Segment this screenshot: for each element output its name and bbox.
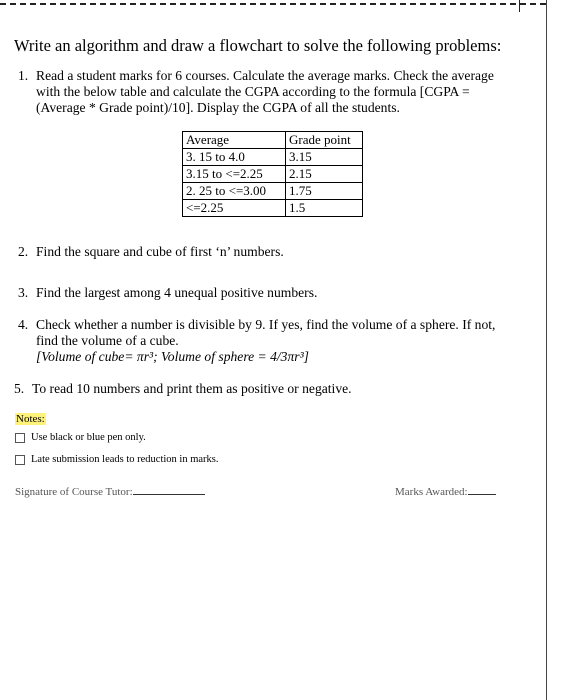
question-text-line: Find the largest among 4 unequal positive numbers. <box>36 285 318 300</box>
table-header-row <box>183 132 363 149</box>
checkbox-icon <box>15 433 25 443</box>
table-cell: 2. 25 to <=3.00 <box>183 183 286 200</box>
note-item <box>15 432 146 443</box>
question-text-line: with the below table and calculate the CGPA according to the formula [CGPA = <box>36 84 470 99</box>
question-number: 3. <box>18 285 29 300</box>
note-text: Late submission leads to reduction in marks. <box>31 454 219 465</box>
notes-title: Notes: <box>16 413 45 425</box>
table-header-cell: Average <box>183 132 286 149</box>
table-row <box>183 200 363 217</box>
marks-awarded-field <box>395 484 496 498</box>
signature-line <box>133 484 205 495</box>
question-number: 2. <box>18 244 29 259</box>
question-text-line: Check whether a number is divisible by 9. If yes, find the volume of a sphere. If not, <box>36 317 496 332</box>
table-cell: 2.15 <box>286 166 363 183</box>
question-text-line: (Average * Grade point)/10]. Display the CGPA of all the students. <box>36 100 400 115</box>
assignment-heading: Write an algorithm and draw a flowchart to solve the following problems: <box>14 36 502 55</box>
question-number: 4. <box>18 317 29 332</box>
table-row <box>183 149 363 166</box>
marks-awarded-label: Marks Awarded: <box>395 486 468 498</box>
signature-label: Signature of Course Tutor: <box>15 486 133 498</box>
note-item <box>15 454 219 465</box>
question-number: 5. <box>14 381 25 396</box>
table-row <box>183 166 363 183</box>
table-row <box>183 183 363 200</box>
question-text-line: To read 10 numbers and print them as positive or negative. <box>32 381 352 396</box>
table-cell: 3.15 <box>286 149 363 166</box>
table-cell: 1.5 <box>286 200 363 217</box>
question-text-line: Find the square and cube of first ‘n’ numbers. <box>36 244 284 259</box>
table-cell: 3. 15 to 4.0 <box>183 149 286 166</box>
volume-formula: [Volume of cube= πr³; Volume of sphere = 4/3πr³] <box>36 349 309 364</box>
table-cell: 1.75 <box>286 183 363 200</box>
table-header-cell: Grade point <box>286 132 363 149</box>
marks-line <box>468 484 496 495</box>
question-number: 1. <box>18 68 29 83</box>
grade-table <box>182 131 363 217</box>
checkbox-icon <box>15 455 25 465</box>
question-text-line: find the volume of a cube. <box>36 333 179 348</box>
question-text-line: Read a student marks for 6 courses. Calculate the average marks. Check the average <box>36 68 494 83</box>
note-text: Use black or blue pen only. <box>31 432 146 443</box>
corner-tick <box>519 0 520 12</box>
table-cell: <=2.25 <box>183 200 286 217</box>
table-cell: 3.15 to <=2.25 <box>183 166 286 183</box>
signature-field <box>15 484 205 498</box>
top-dashed-border <box>0 3 546 5</box>
